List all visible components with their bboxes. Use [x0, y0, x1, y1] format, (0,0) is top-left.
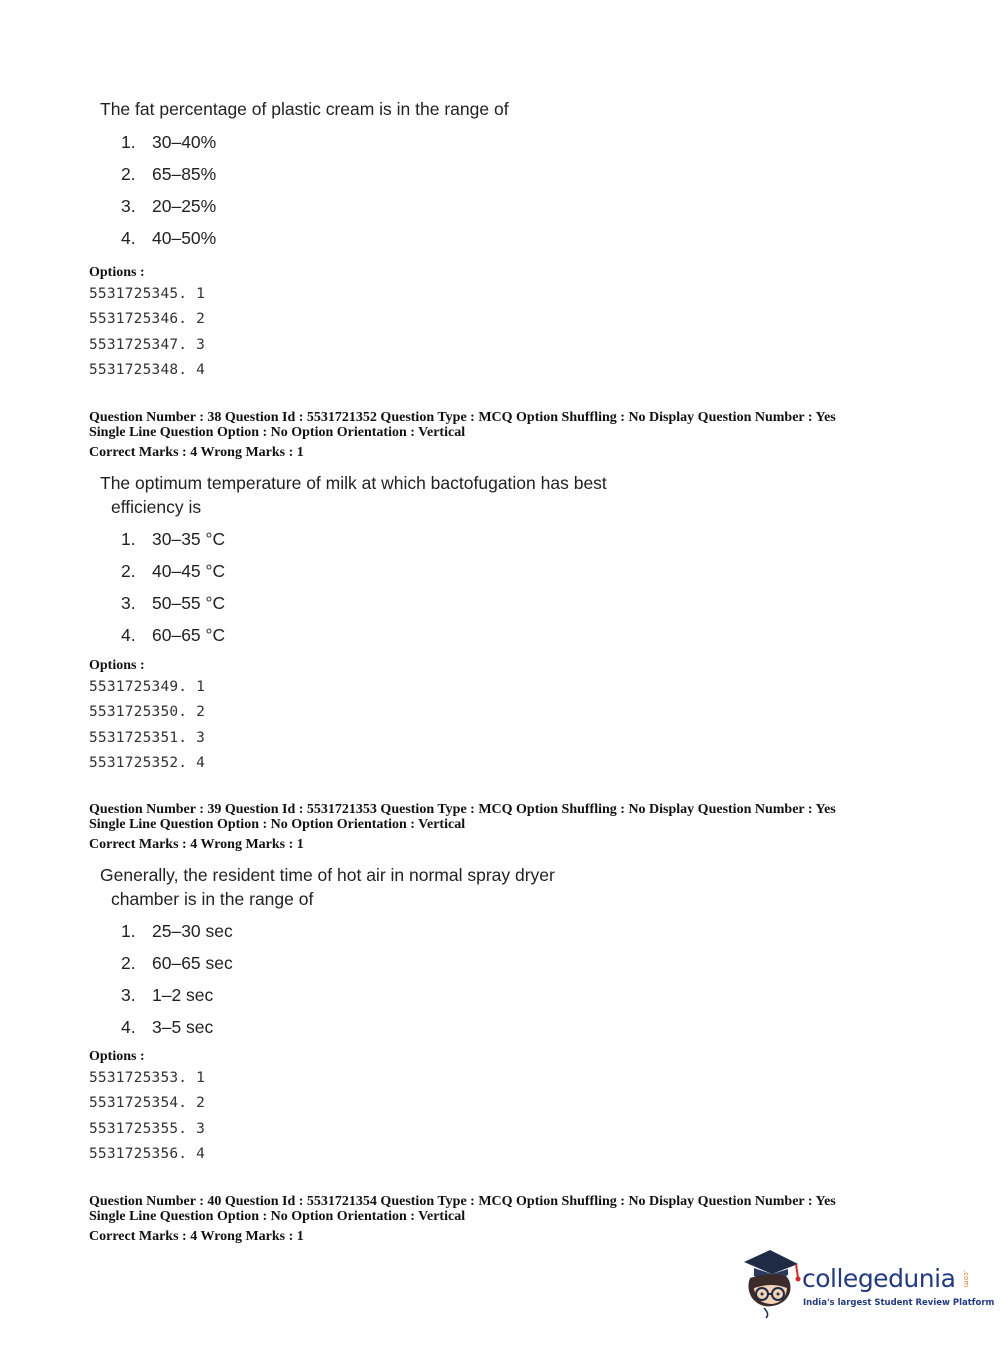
option-id: 5531725355. 3 [89, 1120, 206, 1137]
option-id: 5531725356. 4 [89, 1145, 206, 1162]
choice-number: 1. [121, 132, 136, 152]
option-id: 5531725351. 3 [89, 729, 206, 746]
answer-choice [121, 587, 225, 619]
option-id: 5531725347. 3 [89, 336, 206, 353]
choice-text: 3–5 sec [152, 1017, 214, 1037]
question-meta-line: Question Number : 39 Question Id : 5531721353 Question Type : MCQ Option Shuffling : No Display Question Number : Yes [89, 802, 836, 817]
option-id: 5531725345. 1 [89, 286, 206, 302]
collegedunia-logo [740, 1248, 995, 1320]
mascot-icon [740, 1248, 802, 1320]
question-text-line: Generally, the resident time of hot air in normal spray dryer [100, 865, 555, 885]
question-text-line: The fat percentage of plastic cream is in the range of [100, 99, 509, 119]
question-text-line: efficiency is [111, 497, 202, 517]
logo-suffix: .com [962, 1270, 970, 1288]
choice-text: 65–85% [152, 164, 217, 184]
question-meta-line: Single Line Question Option : No Option Orientation : Vertical [89, 817, 466, 832]
answer-choice [121, 1011, 233, 1043]
answer-choice [121, 523, 225, 555]
question-text [100, 863, 555, 911]
option-id: 5531725354. 2 [89, 1095, 206, 1112]
question-text-line: chamber is in the range of [111, 889, 314, 909]
answer-choice [121, 158, 216, 190]
question-meta-line: Question Number : 40 Question Id : 5531721354 Question Type : MCQ Option Shuffling : No Display Question Number : Yes [89, 1194, 836, 1209]
option-id: 5531725352. 4 [89, 754, 206, 771]
choice-number: 1. [121, 529, 136, 549]
question-text [100, 97, 509, 121]
choice-text: 25–30 sec [152, 921, 233, 941]
choice-text: 40–50% [152, 228, 217, 248]
choice-number: 3. [121, 593, 136, 613]
answer-choice [121, 126, 216, 158]
choice-number: 4. [121, 228, 136, 248]
options-label: Options : [89, 1049, 145, 1064]
choice-text: 20–25% [152, 196, 217, 216]
choice-number: 2. [121, 164, 136, 184]
logo-wordmark: collegedunia [802, 1264, 956, 1293]
choice-text: 30–35 °C [152, 529, 226, 549]
choice-number: 3. [121, 985, 136, 1005]
answer-choice [121, 915, 233, 947]
question-meta-line: Question Number : 38 Question Id : 5531721352 Question Type : MCQ Option Shuffling : No Display Question Number : Yes [89, 410, 836, 425]
question-marks: Correct Marks : 4 Wrong Marks : 1 [89, 1229, 304, 1244]
question-text [100, 471, 607, 519]
answer-choices [121, 523, 225, 651]
answer-choice [121, 947, 233, 979]
option-id: 5531725350. 2 [89, 704, 206, 721]
option-id-list [89, 1066, 205, 1167]
option-id: 5531725349. 1 [89, 679, 206, 695]
options-label: Options : [89, 265, 145, 280]
question-marks: Correct Marks : 4 Wrong Marks : 1 [89, 445, 304, 460]
choice-text: 60–65 sec [152, 953, 233, 973]
choice-text: 50–55 °C [152, 593, 226, 613]
choice-number: 1. [121, 921, 136, 941]
answer-choices [121, 126, 216, 254]
choice-number: 4. [121, 1017, 136, 1037]
option-id-list [89, 675, 205, 776]
choice-text: 60–65 °C [152, 625, 226, 645]
option-id: 5531725348. 4 [89, 361, 206, 378]
option-id: 5531725353. 1 [89, 1070, 206, 1086]
question-text-line: The optimum temperature of milk at which bactofugation has best [100, 473, 607, 493]
choice-text: 1–2 sec [152, 985, 214, 1005]
choice-text: 30–40% [152, 132, 217, 152]
choice-text: 40–45 °C [152, 561, 226, 581]
question-meta [89, 802, 836, 852]
choice-number: 3. [121, 196, 136, 216]
choice-number: 2. [121, 953, 136, 973]
answer-choice [121, 619, 225, 651]
choice-number: 2. [121, 561, 136, 581]
question-meta-line: Single Line Question Option : No Option Orientation : Vertical [89, 1209, 466, 1224]
logo-tagline: India's largest Student Review Platform [803, 1298, 995, 1308]
answer-choice [121, 979, 233, 1011]
answer-choice [121, 190, 216, 222]
option-id-list [89, 282, 205, 383]
question-meta-line: Single Line Question Option : No Option Orientation : Vertical [89, 425, 466, 440]
answer-choices [121, 915, 233, 1043]
choice-number: 4. [121, 625, 136, 645]
question-meta [89, 410, 836, 460]
option-id: 5531725346. 2 [89, 311, 206, 328]
answer-choice [121, 555, 225, 587]
question-meta [89, 1194, 836, 1244]
options-label: Options : [89, 658, 145, 673]
question-marks: Correct Marks : 4 Wrong Marks : 1 [89, 837, 304, 852]
answer-choice [121, 222, 216, 254]
